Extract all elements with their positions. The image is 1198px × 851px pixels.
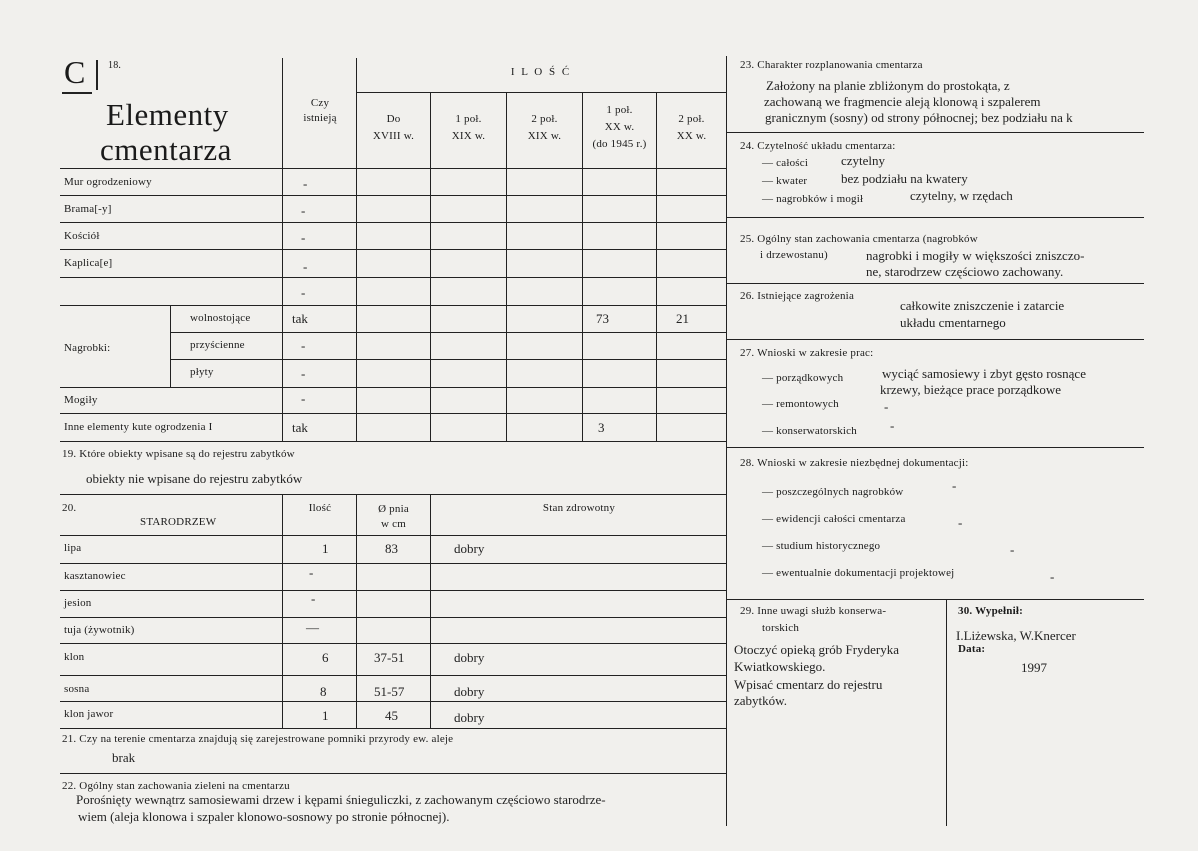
s27-item-value: -	[890, 418, 895, 433]
tree-state: dobry	[454, 684, 485, 699]
s25-value: ne, starodrzew częściowo zachowany.	[866, 264, 1064, 279]
row-label: Kaplica[e]	[64, 257, 113, 269]
s30-label: 30. Wypełnił:	[958, 605, 1023, 617]
pnia-line: w cm	[381, 518, 406, 530]
s28-item-label: — ewidencji całości cmentarza	[762, 513, 906, 525]
period-value: 3	[598, 420, 605, 435]
period-line: 2 poł.	[531, 113, 558, 125]
tree-name: jesion	[64, 597, 92, 609]
row-label: Mur ogrodzeniowy	[64, 176, 152, 188]
exists-value: tak	[292, 420, 308, 435]
row-label: Mogiły	[64, 394, 98, 406]
s20-col-ilosc: Ilość	[308, 502, 332, 514]
s27-item-label: — remontowych	[762, 398, 839, 410]
grid-line	[60, 441, 726, 442]
grid-line	[726, 132, 1144, 133]
grid-line	[60, 590, 726, 591]
period-line: (do 1945 r.)	[592, 138, 647, 150]
period-line: 1 poł.	[606, 104, 633, 116]
s26-value: całkowite zniszczenie i zatarcie	[900, 298, 1065, 313]
tree-qty: —	[306, 620, 319, 635]
s27-item-value: -	[884, 399, 889, 414]
grid-line	[60, 195, 726, 196]
period-line: 1 poł.	[455, 113, 482, 125]
period-line: 2 poł.	[678, 113, 705, 125]
tree-diam: 83	[385, 541, 398, 556]
tree-diam: 51-57	[374, 684, 405, 699]
grid-line	[60, 387, 726, 388]
grid-line	[60, 277, 726, 278]
s28-item-label: — studium historycznego	[762, 540, 881, 552]
grid-line	[170, 359, 726, 360]
s20-num: 20.	[62, 502, 77, 514]
grid-line	[60, 413, 726, 414]
tree-qty: 8	[320, 684, 327, 699]
s19-value: obiekty nie wpisane do rejestru zabytków	[86, 471, 303, 486]
s28-label: 28. Wnioski w zakresie niezbędnej dokumentacji:	[740, 457, 969, 469]
exists-value: tak	[292, 311, 308, 326]
grid-line	[60, 643, 726, 644]
period-value: 21	[676, 311, 689, 326]
col-period-1	[357, 111, 430, 145]
s20-col-stan: Stan zdrowotny	[542, 502, 616, 514]
tree-state: dobry	[454, 541, 485, 556]
pnia-line: Ø pnia	[378, 503, 409, 515]
exists-value: -	[303, 259, 308, 274]
page-title: Elementy	[106, 97, 229, 132]
s28-item-value: -	[952, 478, 957, 493]
grid-line	[62, 92, 92, 94]
grid-line	[60, 701, 726, 702]
exists-value: -	[303, 176, 308, 191]
s22-label: 22. Ogólny stan zachowania zieleni na cmentarzu	[62, 780, 290, 792]
grid-line	[96, 60, 98, 90]
s27-label: 27. Wnioski w zakresie prac:	[740, 347, 874, 359]
row-label: płyty	[190, 366, 214, 378]
s29-value: Otoczyć opieką grób Fryderyka	[734, 642, 899, 657]
tree-name: klon jawor	[64, 708, 114, 720]
s21-value: brak	[112, 750, 136, 765]
s26-label: 26. Istniejące zagrożenia	[740, 290, 855, 302]
s23-label: 23. Charakter rozplanowania cmentarza	[740, 59, 923, 71]
grid-line	[946, 600, 947, 826]
period-value: 73	[596, 311, 609, 326]
s28-item-value: -	[1050, 569, 1055, 584]
grid-line	[726, 599, 1144, 600]
s23-value: Założony na planie zbliżonym do prostokąta, z	[766, 78, 1010, 93]
s28-item-label: — ewentualnie dokumentacji projektowej	[762, 567, 955, 579]
row-label: wolnostojące	[190, 312, 251, 324]
s23-value: granicznym (sosny) od strony północnej; bez podziału na k	[765, 110, 1073, 125]
grid-line	[430, 494, 431, 728]
s27-item-label: — konserwatorskich	[762, 425, 857, 437]
exists-value: -	[301, 366, 306, 381]
s25-label: i drzewostanu)	[760, 249, 828, 261]
col-period-4	[583, 102, 656, 153]
row-label: Kościół	[64, 230, 100, 242]
grid-line	[60, 305, 726, 306]
tree-state: dobry	[454, 710, 485, 725]
s28-item-label: — poszczególnych nagrobków	[762, 486, 904, 498]
col-czy	[284, 96, 356, 126]
s29-value: zabytków.	[734, 693, 787, 708]
tree-diam: 37-51	[374, 650, 405, 665]
s24-item-value: bez podziału na kwatery	[841, 171, 968, 186]
section-letter: C	[64, 54, 86, 90]
s28-item-value: -	[1010, 542, 1015, 557]
s24-item-value: czytelny	[841, 153, 886, 168]
s24-item-label: — kwater	[762, 175, 808, 187]
tree-name: tuja (żywotnik)	[64, 624, 135, 636]
tree-qty: -	[311, 591, 316, 606]
period-line: Do	[386, 113, 401, 125]
col-ilosc: I L O Ś Ć	[510, 66, 572, 78]
page-subtitle: cmentarza	[100, 132, 232, 167]
s30-date-label: Data:	[958, 643, 986, 655]
grid-line	[60, 675, 726, 676]
grid-line	[60, 249, 726, 250]
period-line: XIX w.	[451, 130, 486, 142]
tree-diam: 45	[385, 708, 398, 723]
exists-value: -	[301, 203, 306, 218]
s23-value: zachowaną we fragmencie aleją klonową i szpalerem	[764, 94, 1041, 109]
grid-line	[60, 563, 726, 564]
s29-label: torskich	[762, 622, 800, 634]
period-line: XX w.	[676, 130, 707, 142]
grid-line	[60, 535, 726, 536]
nagrobki-label: Nagrobki:	[64, 342, 111, 354]
s24-item-label: — nagrobków i mogił	[762, 193, 864, 205]
s28-item-value: -	[958, 515, 963, 530]
s24-item-value: czytelny, w rzędach	[910, 188, 1013, 203]
tree-name: klon	[64, 651, 85, 663]
s20-col-pnia	[357, 502, 430, 532]
s30-value: I.Liżewska, W.Knercer	[956, 628, 1076, 643]
s29-value: Wpisać cmentarz do rejestru	[734, 677, 883, 692]
s24-item-label: — całości	[762, 157, 809, 169]
period-line: XVIII w.	[372, 130, 415, 142]
s27-item-value: krzewy, bieżące prace porządkowe	[880, 382, 1062, 397]
tree-qty: 1	[322, 708, 329, 723]
s25-value: nagrobki i mogiły w większości zniszczo-	[866, 248, 1085, 263]
grid-line	[60, 617, 726, 618]
col-period-5	[657, 111, 726, 145]
s22-value: Porośnięty wewnątrz samosiewami drzew i kępami śnieguliczki, z zachowanym częściowo starodrze-	[76, 792, 606, 807]
col-period-3	[507, 111, 582, 145]
tree-name: kasztanowiec	[64, 570, 126, 582]
grid-line	[726, 339, 1144, 340]
s22-value: wiem (aleja klonowa i szpaler klonowo-sosnowy po stronie północnej).	[78, 809, 450, 824]
col-czy-line2: istnieją	[303, 112, 337, 124]
row-label: przyścienne	[190, 339, 245, 351]
grid-line	[60, 494, 726, 495]
exists-value: -	[301, 338, 306, 353]
tree-qty: 1	[322, 541, 329, 556]
period-line: XIX w.	[527, 130, 562, 142]
s24-label: 24. Czytelność układu cmentarza:	[740, 140, 896, 152]
grid-line	[60, 773, 726, 774]
grid-line	[726, 217, 1144, 218]
exists-value: -	[301, 285, 306, 300]
s30-date: 1997	[1021, 660, 1047, 675]
grid-line	[726, 56, 727, 826]
exists-value: -	[301, 230, 306, 245]
grid-line	[60, 222, 726, 223]
tree-state: dobry	[454, 650, 485, 665]
tree-qty: -	[309, 565, 314, 580]
col-period-2	[431, 111, 506, 145]
s25-label: 25. Ogólny stan zachowania cmentarza (nagrobków	[740, 233, 978, 245]
grid-line	[726, 447, 1144, 448]
s19-label: 19. Które obiekty wpisane są do rejestru zabytków	[62, 448, 295, 460]
section-number: 18.	[108, 60, 122, 71]
row-label: Inne elementy kute ogrodzenia I	[64, 421, 213, 433]
tree-name: sosna	[64, 683, 90, 695]
grid-line	[356, 92, 726, 93]
exists-value: -	[301, 391, 306, 406]
s29-value: Kwiatkowskiego.	[734, 659, 826, 674]
s27-item-label: — porządkowych	[762, 372, 844, 384]
s26-value: układu cmentarnego	[900, 315, 1006, 330]
grid-line	[60, 728, 726, 729]
s29-label: 29. Inne uwagi służb konserwa-	[740, 605, 887, 617]
col-czy-line1: Czy	[310, 97, 330, 109]
s20-label: STARODRZEW	[140, 516, 217, 528]
grid-line	[170, 305, 171, 387]
s27-item-value: wyciąć samosiewy i zbyt gęsto rosnące	[882, 366, 1086, 381]
grid-line	[726, 283, 1144, 284]
period-line: XX w.	[604, 121, 635, 133]
grid-line	[170, 332, 726, 333]
tree-qty: 6	[322, 650, 329, 665]
tree-name: lipa	[64, 542, 82, 554]
s21-label: 21. Czy na terenie cmentarza znajdują się zarejestrowane pomniki przyrody ew. aleje	[62, 733, 454, 745]
grid-line	[60, 168, 726, 169]
grid-line	[282, 494, 283, 728]
row-label: Brama[-y]	[64, 203, 112, 215]
